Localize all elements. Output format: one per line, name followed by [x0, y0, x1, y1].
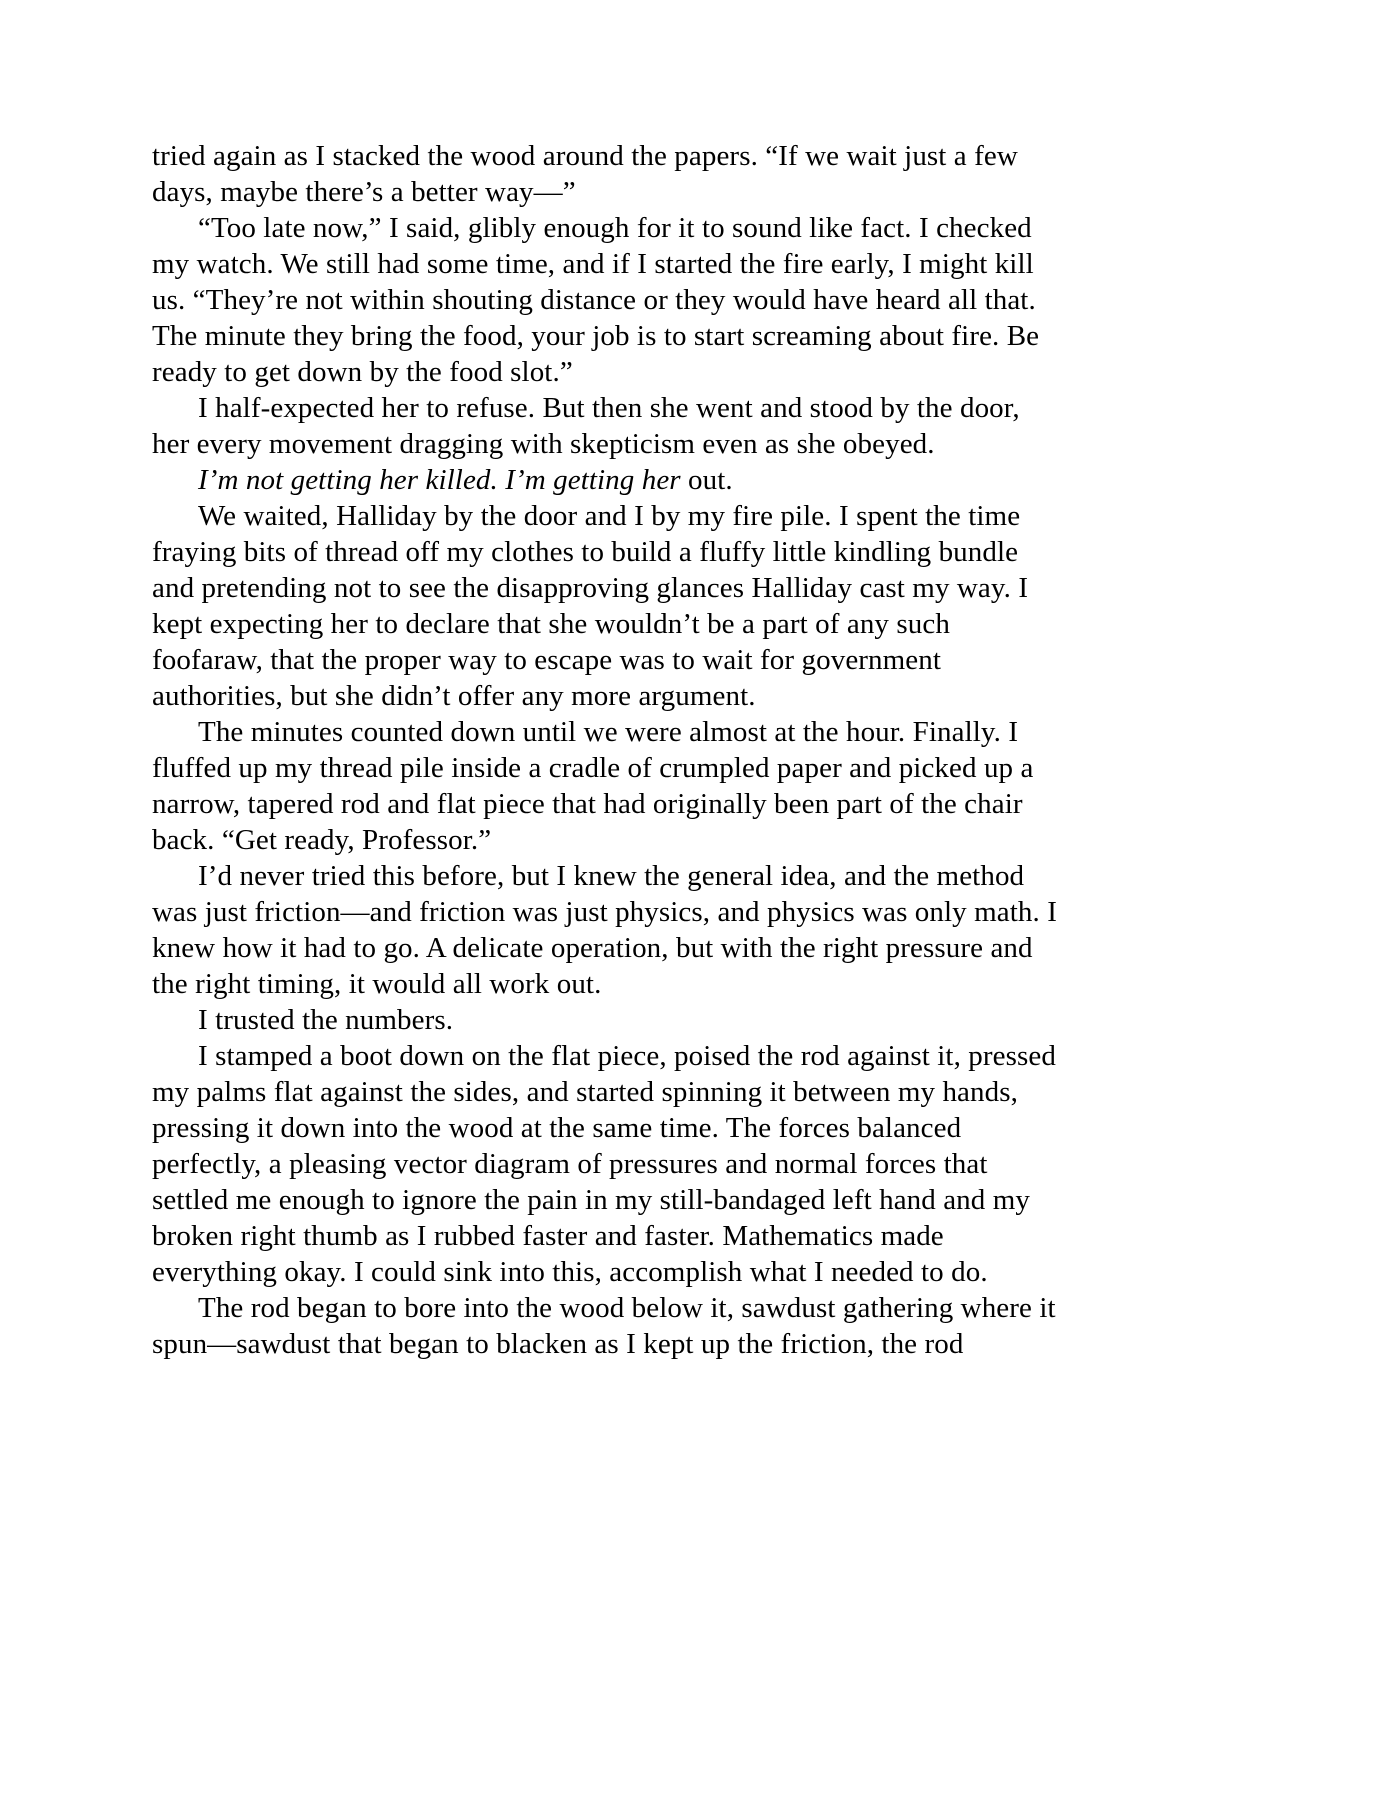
- paragraph: [152, 1038, 1058, 1290]
- text-segment: We waited, Halliday by the door and I by my fire pile. I spent the time fraying bits of thread off my clothes to build a fluffy little kindling bundle and pretending not to see the disapproving glances Halliday cast my way. I kept expecting her to declare that she wouldn’t be a part of any such foofaraw, that the proper way to escape was to wait for government authorities, but she didn’t offer any more argument.: [152, 500, 1029, 712]
- paragraph: [152, 390, 1058, 462]
- text-segment: tried again as I stacked the wood around the papers. “If we wait just a few days, maybe there’s a better way—”: [152, 140, 1018, 208]
- text-segment: I trusted the numbers.: [198, 1004, 454, 1036]
- paragraph: [152, 498, 1058, 714]
- paragraph: [152, 462, 1058, 498]
- text-block: [152, 138, 1058, 1362]
- paragraph: [152, 1290, 1058, 1362]
- paragraph: [152, 714, 1058, 858]
- text-segment: The rod began to bore into the wood below it, sawdust gathering where it spun—sawdust that began to blacken as I kept up the friction, the rod: [152, 1292, 1056, 1360]
- text-segment: I half-expected her to refuse. But then she went and stood by the door, her every movement dragging with skepticism even as she obeyed.: [152, 392, 1020, 460]
- text-segment: I stamped a boot down on the flat piece, poised the rod against it, pressed my palms flat against the sides, and started spinning it between my hands, pressing it down into the wood at the same time. The forces balanced perfectly, a pleasing vector diagram of pressures and normal forces that settled me enough to ignore the pain in my still-bandaged left hand and my broken right thumb as I rubbed faster and faster. Mathematics made everything okay. I could sink into this, accomplish what I needed to do.: [152, 1040, 1056, 1288]
- text-segment: The minutes counted down until we were almost at the hour. Finally. I fluffed up my thread pile inside a cradle of crumpled paper and picked up a narrow, tapered rod and flat piece that had originally been part of the chair back. “Get ready, Professor.”: [152, 716, 1034, 856]
- paragraph: [152, 1002, 1058, 1038]
- text-segment: I’d never tried this before, but I knew the general idea, and the method was just friction—and friction was just physics, and physics was only math. I knew how it had to go. A delicate operation, but with the right pressure and the right timing, it would all work out.: [152, 860, 1057, 1000]
- paragraph: [152, 210, 1058, 390]
- paragraph: [152, 858, 1058, 1002]
- text-segment: “Too late now,” I said, glibly enough for it to sound like fact. I checked my watch. We still had some time, and if I started the fire early, I might kill us. “They’re not within shouting distance or they would have heard all that. The minute they bring the food, your job is to start screaming about fire. Be ready to get down by the food slot.”: [152, 212, 1040, 388]
- text-segment: out.: [680, 464, 733, 496]
- paragraph: [152, 138, 1058, 210]
- italic-text: I’m not getting her killed. I’m getting her: [198, 464, 681, 496]
